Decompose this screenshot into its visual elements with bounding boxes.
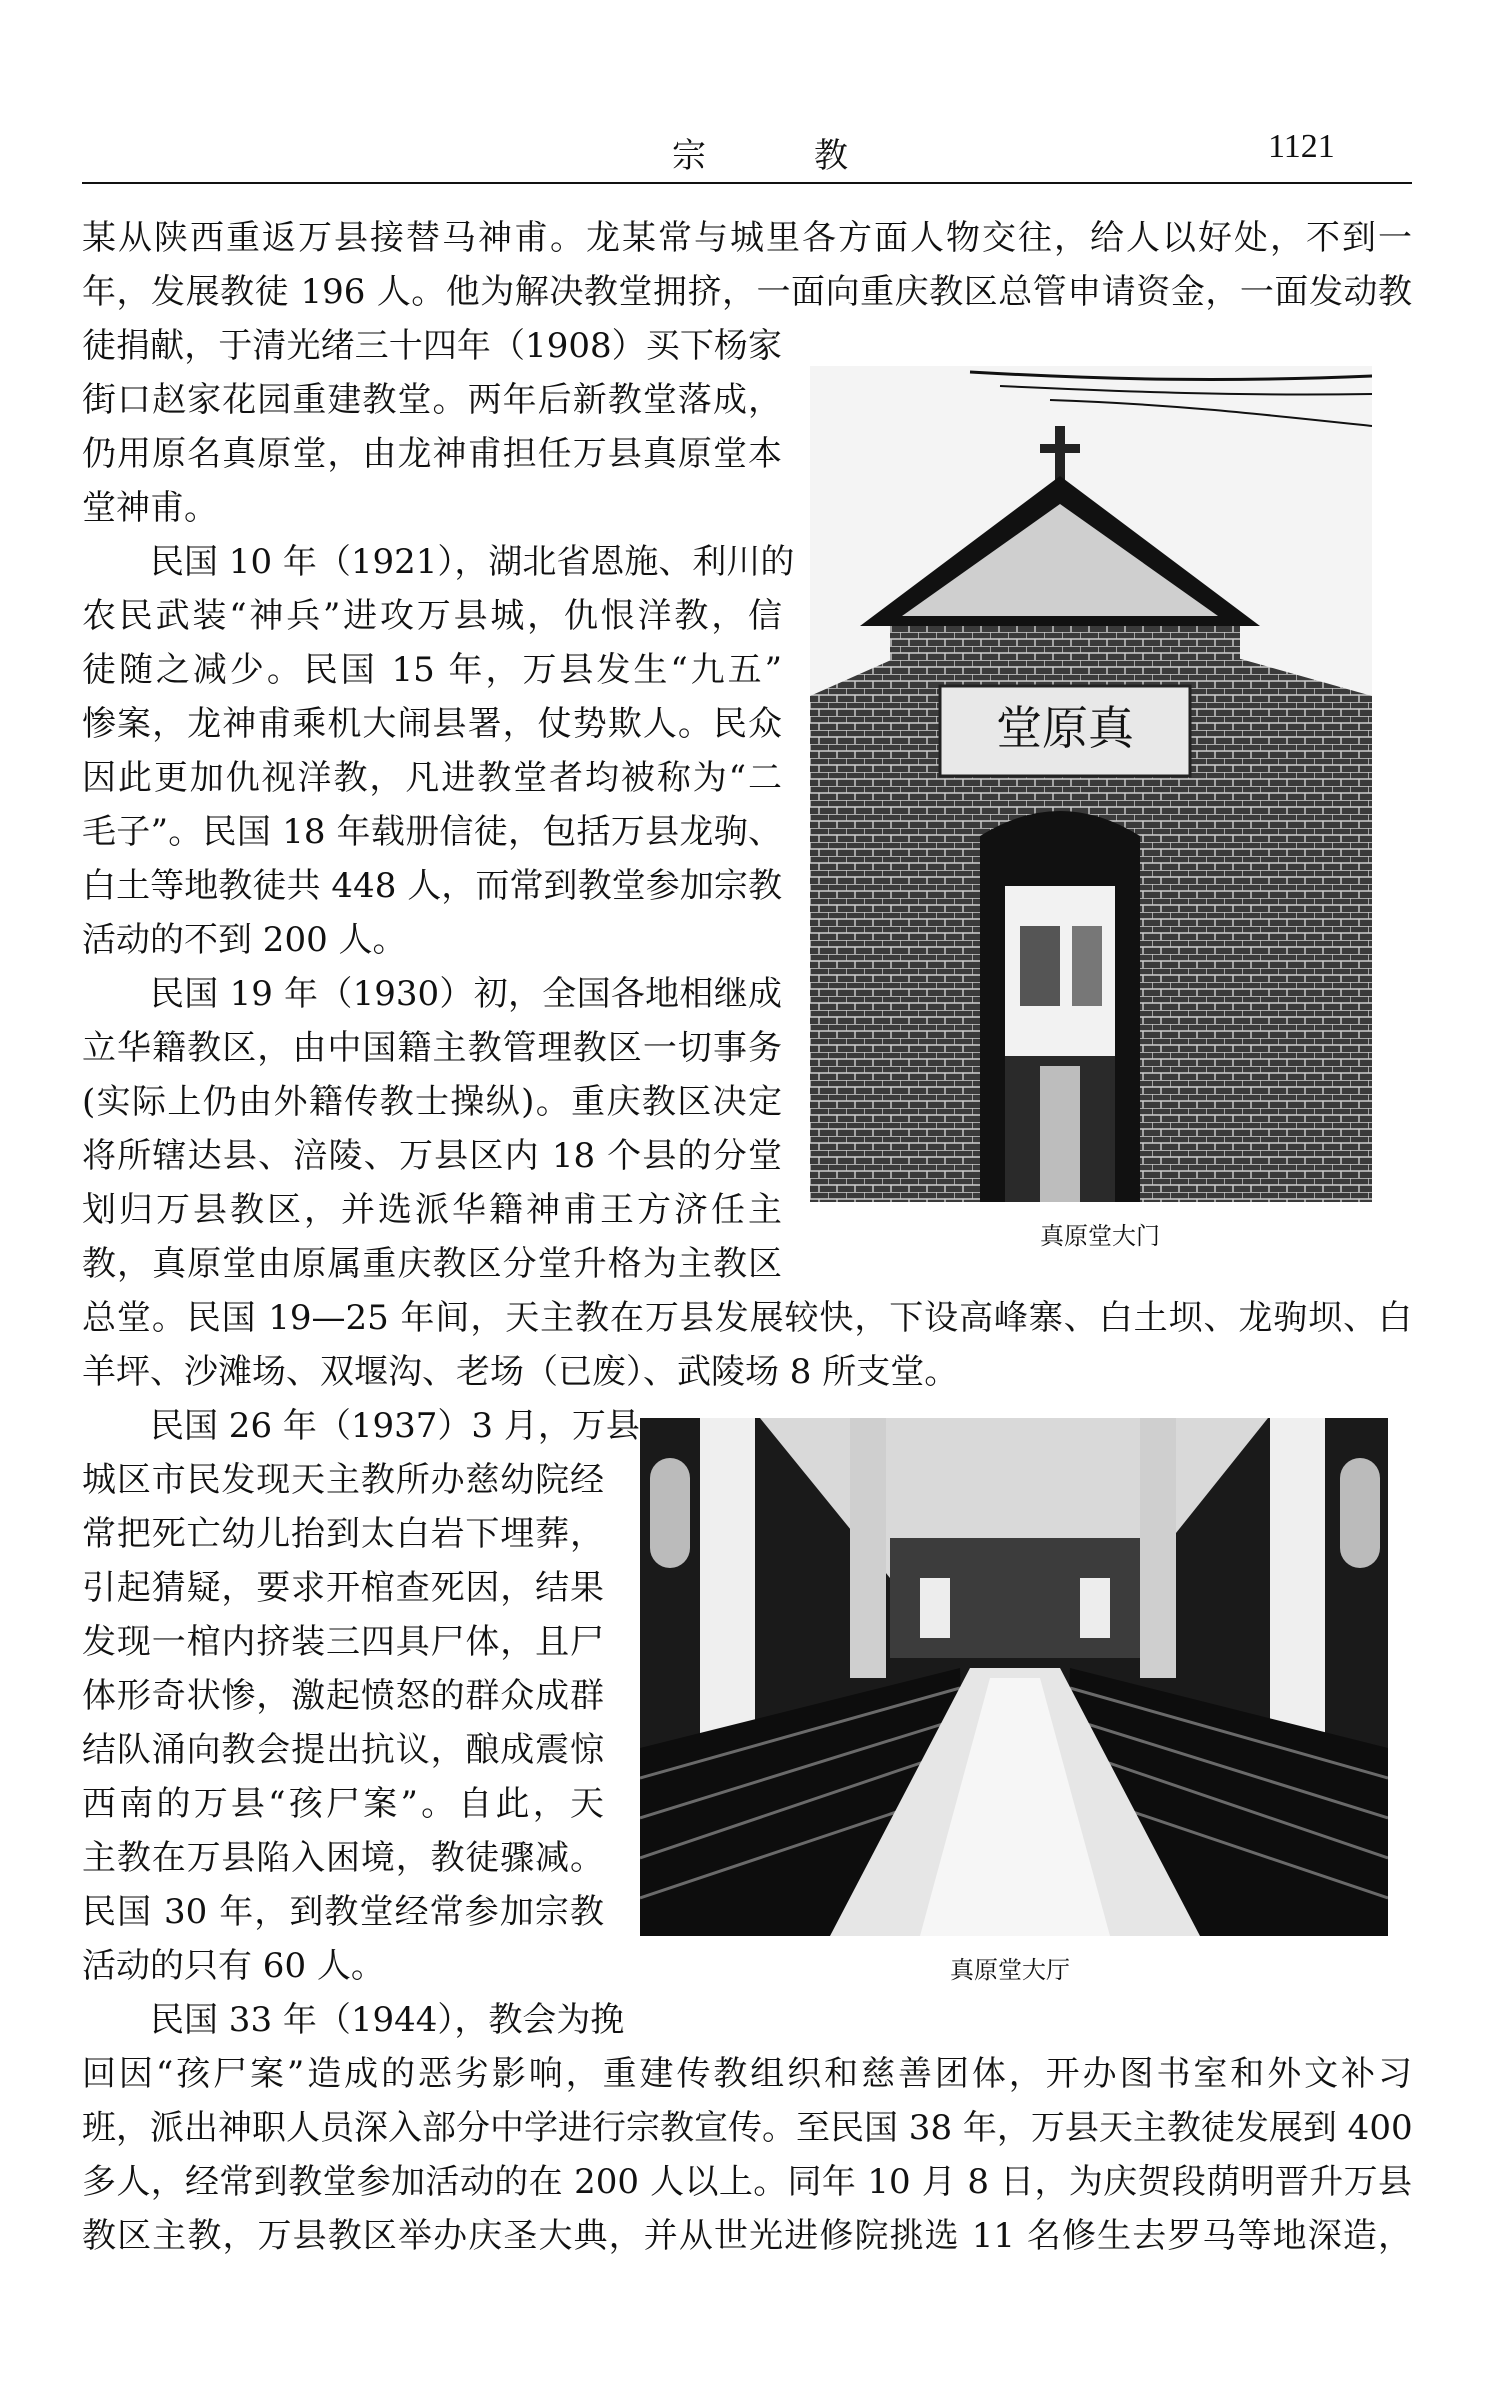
text-line: 常把死亡幼儿抬到太白岩下埋葬，	[82, 1514, 604, 1554]
text-line: 仍用原名真原堂，由龙神甫担任万县真原堂本	[82, 434, 782, 474]
text-line: 城区市民发现天主教所办慈幼院经	[82, 1460, 604, 1500]
header-title-right: 教	[814, 136, 848, 176]
figure-caption: 真原堂大厅	[950, 1956, 1070, 1984]
text-line: 街口赵家花园重建教堂。两年后新教堂落成，	[82, 380, 782, 420]
text-line: 引起猜疑，要求开棺查死因，结果	[82, 1568, 604, 1608]
text-line: 主教在万县陷入困境，教徒骤减。	[82, 1838, 604, 1878]
text-line: 民国 10 年（1921），湖北省恩施、利川的	[150, 542, 795, 582]
church-hall-photo	[640, 1418, 1388, 1936]
text-line: 发现一棺内挤装三四具尸体，且尸	[82, 1622, 604, 1662]
header-rule	[82, 182, 1412, 184]
text-line: 惨案，龙神甫乘机大闹县署，仗势欺人。民众	[82, 704, 782, 744]
text-line: 农民武装“神兵”进攻万县城，仇恨洋教，信	[82, 596, 782, 636]
text-line: 班，派出神职人员深入部分中学进行宗教宣传。至民国 38 年，万县天主教徒发展到 400	[82, 2108, 1413, 2148]
text-line: 毛子”。民国 18 年载册信徒，包括万县龙驹、	[82, 812, 782, 852]
church-gate-photo	[810, 366, 1372, 1202]
text-line: 体形奇状惨，激起愤怒的群众成群	[82, 1676, 604, 1716]
text-line: 年，发展教徒 196 人。他为解决教堂拥挤，一面向重庆教区总管申请资金，一面发动教	[82, 272, 1412, 312]
text-line: 总堂。民国 19—25 年间，天主教在万县发展较快，下设高峰寨、白土坝、龙驹坝、白	[82, 1298, 1412, 1338]
figure-caption: 真原堂大门	[1040, 1222, 1160, 1250]
text-line: 白土等地教徒共 448 人，而常到教堂参加宗教	[82, 866, 782, 906]
text-line: 西南的万县“孩尸案”。自此，天	[82, 1784, 604, 1824]
text-line: 活动的不到 200 人。	[82, 920, 407, 960]
text-line: 将所辖达县、涪陵、万县区内 18 个县的分堂	[82, 1136, 782, 1176]
text-line: 教区主教，万县教区举办庆圣大典，并从世光进修院挑选 11 名修生去罗马等地深造，	[82, 2216, 1412, 2256]
text-line: 堂神甫。	[82, 488, 218, 528]
text-line: 立华籍教区，由中国籍主教管理教区一切事务	[82, 1028, 782, 1068]
text-line: 划归万县教区，并选派华籍神甫王方济任主	[82, 1190, 782, 1230]
text-line: 活动的只有 60 人。	[82, 1946, 385, 1986]
header-title-left: 宗	[672, 136, 706, 176]
text-line: 结队涌向教会提出抗议，酿成震惊	[82, 1730, 604, 1770]
text-line: 民国 26 年（1937）3 月，万县	[150, 1406, 640, 1446]
text-line: 回因“孩尸案”造成的恶劣影响，重建传教组织和慈善团体，开办图书室和外文补习	[82, 2054, 1412, 2094]
text-line: 民国 19 年（1930）初，全国各地相继成	[150, 974, 782, 1014]
text-line: 徒随之减少。民国 15 年，万县发生“九五”	[82, 650, 782, 690]
text-line: 徒捐献，于清光绪三十四年（1908）买下杨家	[82, 326, 782, 366]
running-header	[672, 128, 848, 177]
text-line: 因此更加仇视洋教，凡进教堂者均被称为“二	[82, 758, 782, 798]
text-line: 某从陕西重返万县接替马神甫。龙某常与城里各方面人物交往，给人以好处，不到一	[82, 218, 1412, 258]
text-line: 多人，经常到教堂参加活动的在 200 人以上。同年 10 月 8 日，为庆贺段荫明晋升万县	[82, 2162, 1412, 2202]
text-line: 民国 30 年，到教堂经常参加宗教	[82, 1892, 604, 1932]
page-number: 1121	[1268, 128, 1335, 165]
church-sign-text: 堂原真	[996, 701, 1134, 755]
text-line: 教，真原堂由原属重庆教区分堂升格为主教区	[82, 1244, 782, 1284]
text-line: 民国 33 年（1944），教会为挽	[150, 2000, 625, 2040]
text-line: 羊坪、沙滩场、双堰沟、老场（已废）、武陵场 8 所支堂。	[82, 1352, 959, 1392]
text-line: (实际上仍由外籍传教士操纵)。重庆教区决定	[82, 1082, 782, 1122]
